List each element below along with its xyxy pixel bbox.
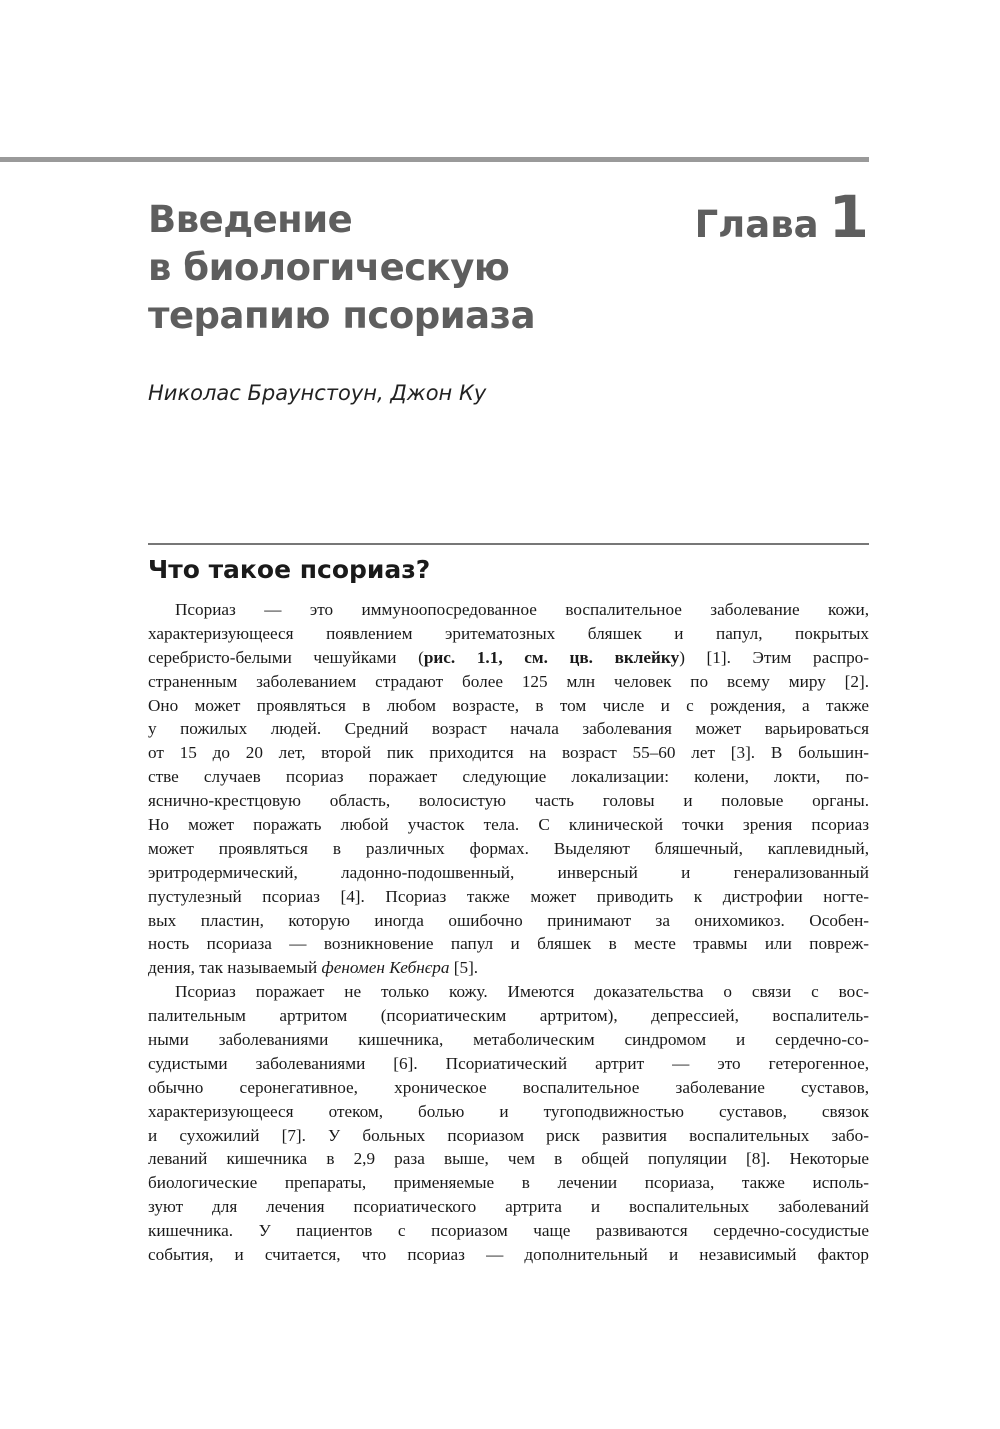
text-line: зуют для лечения псориатического артрита и воспалительных заболеваний bbox=[148, 1197, 869, 1217]
text-span: ) [1]. Этим распро- bbox=[679, 647, 869, 667]
text-line: Но может поражать любой участок тела. С клинической точки зрения псориаз bbox=[148, 815, 869, 835]
header-rule bbox=[0, 157, 869, 162]
chapter-title-line: в биологическую bbox=[148, 246, 510, 289]
text-line: яснично-крестцовую область, волосистую часть головы и половые органы. bbox=[148, 791, 869, 811]
text-line: Оно может проявляться в любом возрасте, в том числе и с рождения, а также bbox=[148, 695, 869, 715]
text-line: может проявляться в различных формах. Выделяют бляшечный, каплевидный, bbox=[148, 838, 869, 858]
text-span: серебристо-белыми чешуйками ( bbox=[148, 647, 424, 667]
term-italic: феномен Кебнєра bbox=[321, 958, 450, 978]
section-heading: Что такое псориаз? bbox=[148, 555, 431, 584]
text-line: страненным заболеванием страдают более 125 млн человек по всему миру [2]. bbox=[148, 671, 869, 691]
chapter-number: 1 bbox=[828, 183, 869, 251]
text-line: биологические препараты, применяемые в лечении псориаза, также исполь- bbox=[148, 1173, 869, 1193]
text-line: и сухожилий [7]. У больных псориазом риск развития воспалительных забо- bbox=[148, 1125, 869, 1145]
text-line bbox=[148, 646, 869, 670]
chapter-authors: Николас Браунстоун, Джон Ку bbox=[148, 381, 487, 405]
text-line: характеризующееся появлением эритематозных бляшек и папул, покрытых bbox=[148, 623, 869, 643]
text-line: характеризующееся отеком, болью и тугоподвижностью суставов, связок bbox=[148, 1101, 869, 1121]
text-span: дения, так называемый bbox=[148, 958, 322, 978]
chapter-word: Глава bbox=[694, 203, 819, 246]
text-line: судистыми заболеваниями [6]. Псориатический артрит — это гетерогенное, bbox=[148, 1053, 869, 1073]
text-line: леваний кишечника в 2,9 раза выше, чем в общей популяции [8]. Некоторые bbox=[148, 1149, 869, 1169]
text-line: вых пластин, которую иногда ошибочно принимают за онихомикоз. Особен- bbox=[148, 910, 869, 930]
text-line bbox=[148, 956, 869, 980]
text-line: пустулезный псориаз [4]. Псориаз также может приводить к дистрофии ногте- bbox=[148, 886, 869, 906]
text-line: Псориаз — это иммуноопосредованное воспалительное заболевание кожи, bbox=[175, 600, 869, 619]
text-line: события, и считается, что псориаз — дополнительный и независимый фактор bbox=[148, 1245, 869, 1265]
text-line: палительным артритом (псориатическим артритом), депрессией, воспалитель- bbox=[148, 1006, 869, 1026]
chapter-label bbox=[694, 183, 869, 251]
text-line: от 15 до 20 лет, второй пик приходится на возраст 55–60 лет [3]. В большин- bbox=[148, 743, 869, 763]
text-line: стве случаев псориаз поражает следующие локализации: колени, локти, по- bbox=[148, 767, 869, 787]
text-line: обычно серонегативное, хроническое воспалительное заболевание суставов, bbox=[148, 1077, 869, 1097]
body-text bbox=[148, 598, 869, 1267]
chapter-title-line: терапию псориаза bbox=[148, 294, 536, 337]
text-line: ными заболеваниями кишечника, метаболическим синдромом и сердечно-со- bbox=[148, 1030, 869, 1050]
text-line: у пожилых людей. Средний возраст начала заболевания может варьироваться bbox=[148, 719, 869, 739]
text-line: эритродермический, ладонно-подошвенный, инверсный и генерализованный bbox=[148, 862, 869, 882]
text-line: кишечника. У пациентов с псориазом чаще развиваются сердечно-сосудистые bbox=[148, 1221, 869, 1241]
text-line: Псориаз поражает не только кожу. Имеются доказательства о связи с вос- bbox=[175, 982, 869, 1002]
text-span: [5]. bbox=[449, 958, 479, 978]
chapter-title bbox=[148, 196, 618, 340]
figure-reference: рис. 1.1, см. цв. вклейку bbox=[423, 647, 680, 667]
section-rule bbox=[148, 543, 869, 545]
text-line: ность псориаза — возникновение папул и бляшек в месте травмы или повреж- bbox=[148, 934, 869, 954]
chapter-title-line: Введение bbox=[148, 198, 353, 241]
